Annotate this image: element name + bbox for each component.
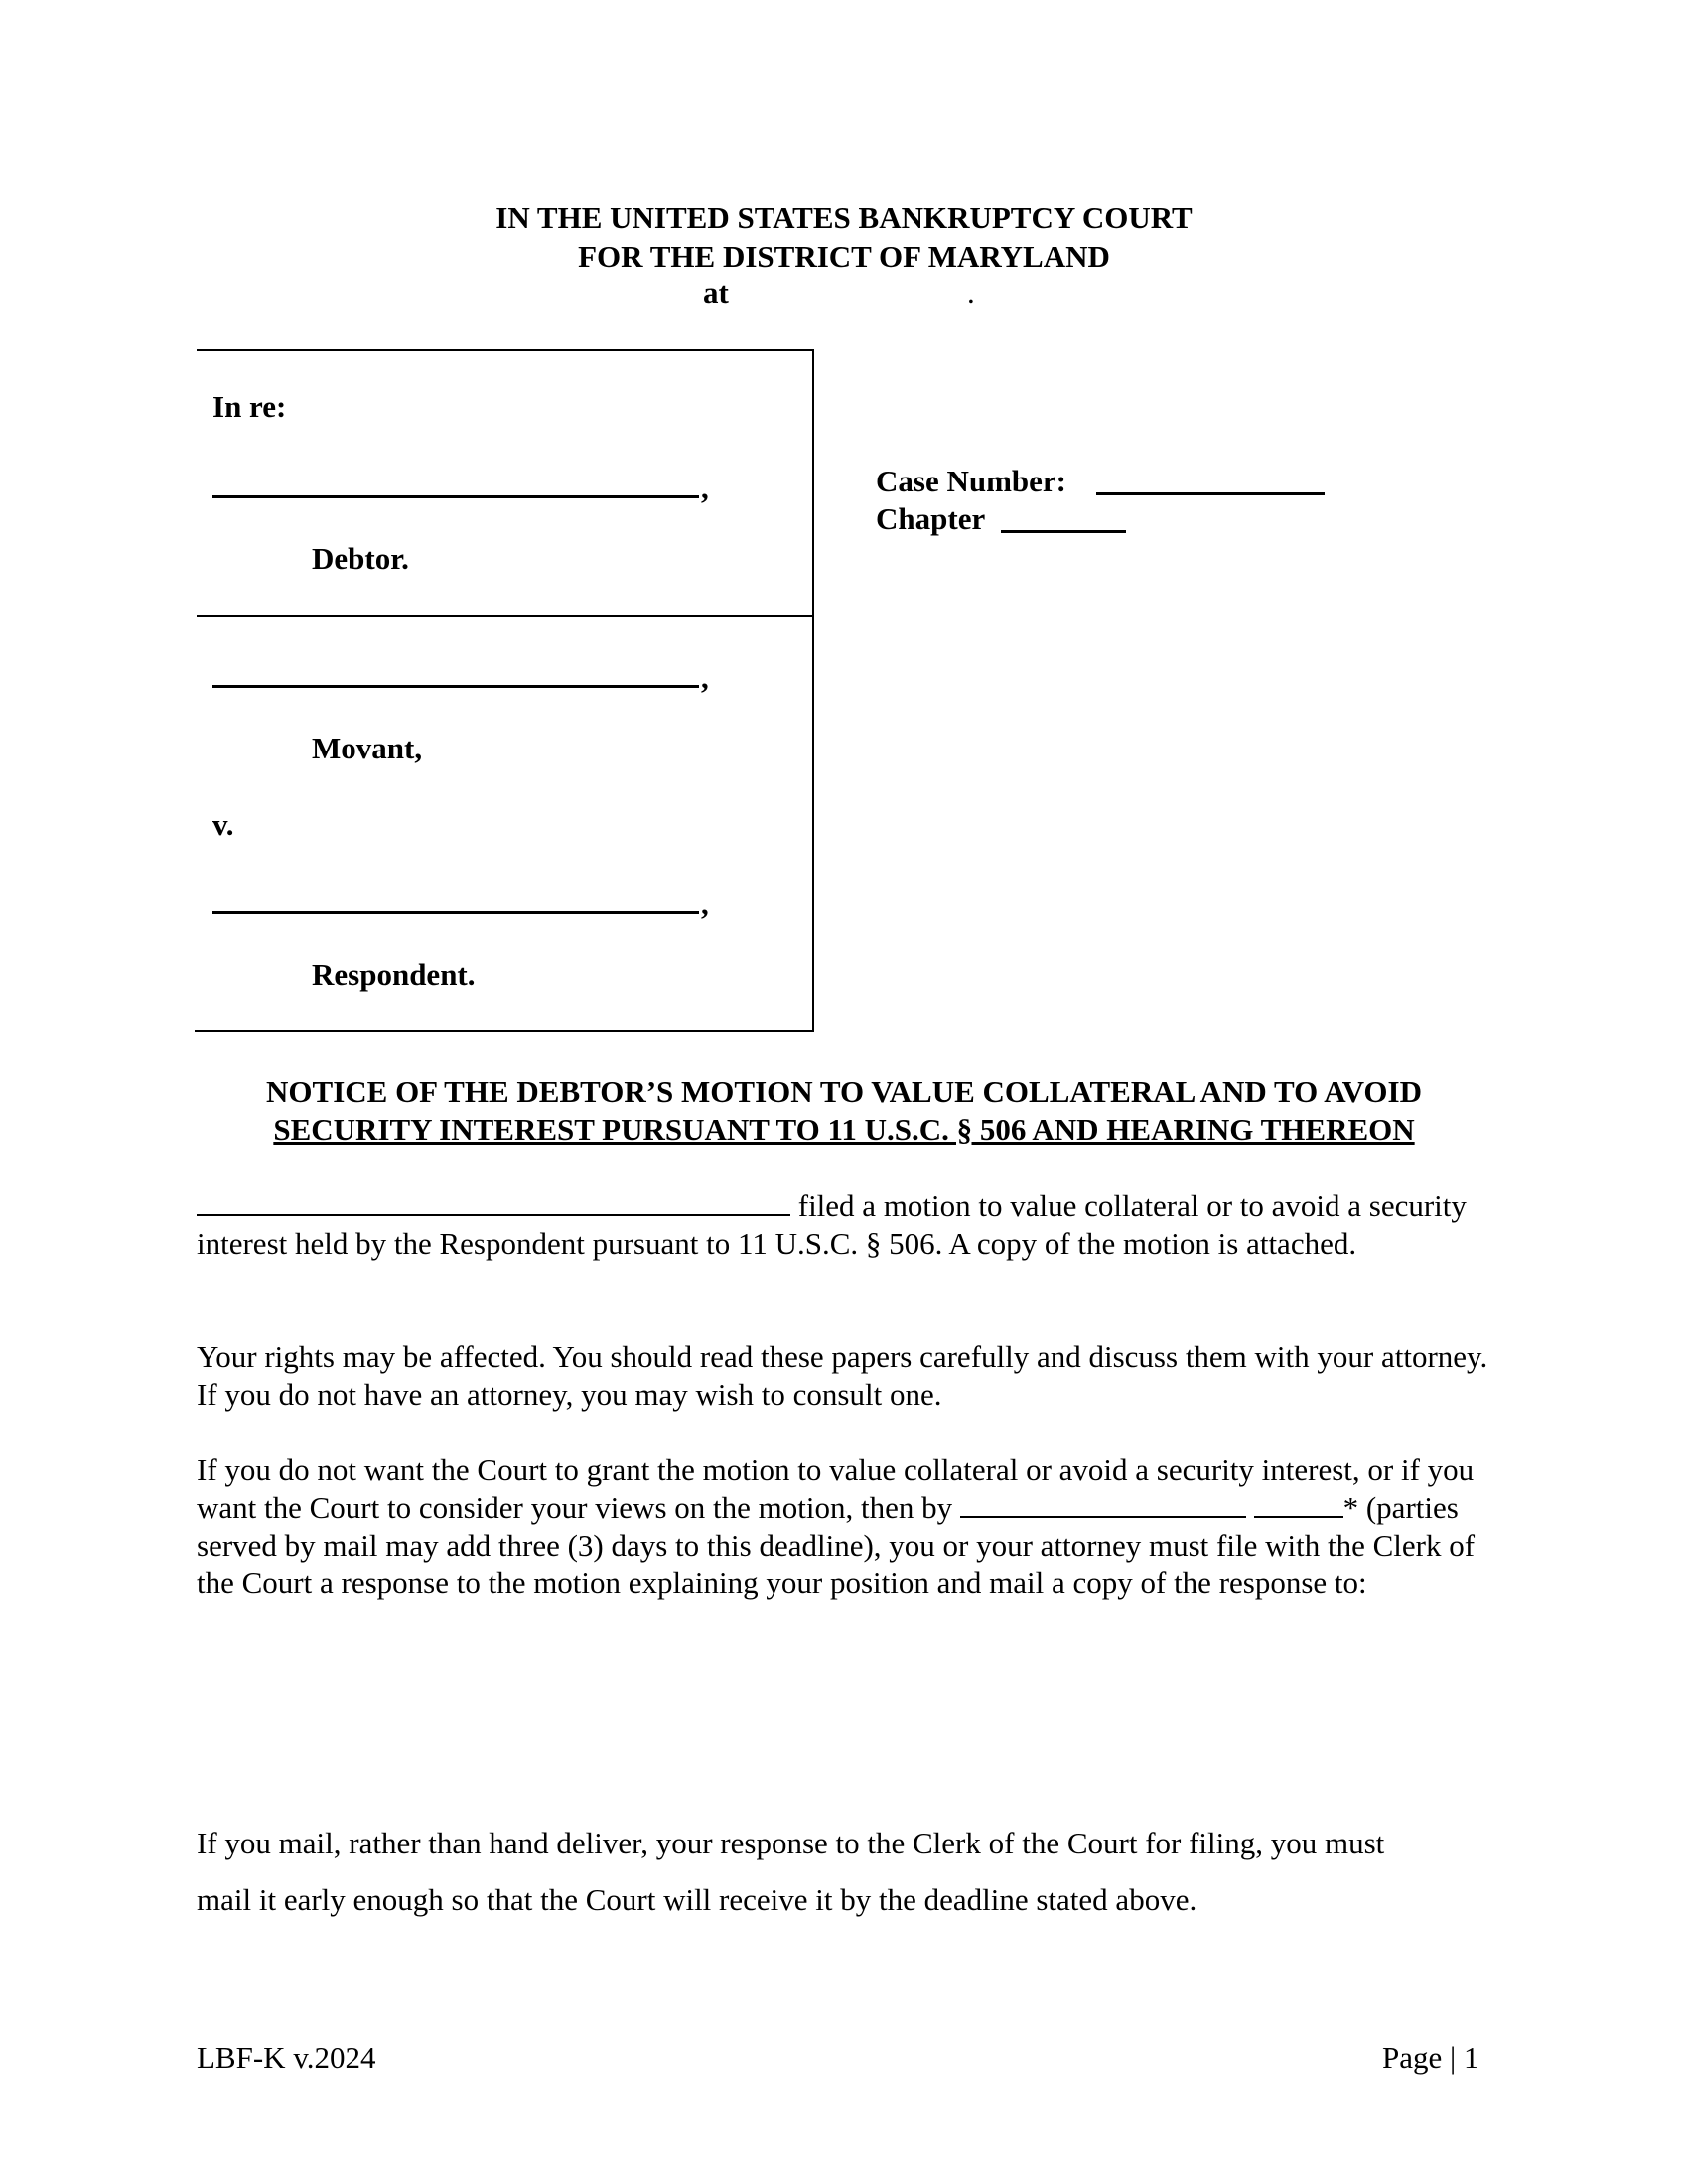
chapter-field[interactable] [1001,530,1126,533]
movant-label: Movant, [312,731,423,765]
paragraph-motion-filed-text: filed a motion to value collateral or to avoid a [797,1188,1362,1223]
respondent-label: Respondent. [312,957,476,992]
paragraph-response-part2: * (parties served by mail may add three (3) days to this deadline), you or your attorney must file with the Clerk of the Court a response to the motion explaining your position and mail a copy of the response to: [197,1490,1476,1600]
debtor-name-field[interactable] [212,495,699,498]
court-location-dot: . [967,275,975,310]
respondent-name-field[interactable] [212,911,699,914]
caption-divider [197,615,814,617]
in-re-label: In re: [212,389,287,424]
paragraph-mail-notice-line2: mail it early enough so that the Court will receive it by the deadline stated above. [197,1882,1197,1917]
chapter-label: Chapter [876,501,986,536]
caption-bottom-border [195,1030,814,1032]
movant-comma: , [701,660,709,695]
versus-label: v. [212,807,234,842]
paragraph-response-part1: If you do not want the Court to grant the motion to value collateral or avoid a security interest, or if you want the Court to consider your views on the motion, then by [197,1452,1475,1525]
notice-title-line1: NOTICE OF THE DEBTOR’S MOTION TO VALUE COLLATERAL AND TO AVOID [266,1074,1422,1109]
form-version: LBF-K v.2024 [197,2040,376,2075]
case-number-label: Case Number: [876,464,1066,498]
paragraph-motion-filed-rest: security interest held by the Respondent pursuant to 11 U.S.C. § 506. A copy of the motion is attached. [197,1188,1467,1261]
debtor-label: Debtor. [312,541,409,576]
court-header-line1: IN THE UNITED STATES BANKRUPTCY COURT [495,201,1193,235]
paragraph-response-instructions [197,1451,1493,1602]
filer-name-field[interactable] [197,1188,790,1216]
movant-name-field[interactable] [212,685,699,688]
deadline-continuation-field[interactable] [1254,1490,1343,1518]
notice-title [195,1073,1493,1149]
respondent-comma: , [701,887,709,921]
court-header-line2: FOR THE DISTRICT OF MARYLAND [578,239,1110,274]
case-number-field[interactable] [1096,492,1325,495]
court-header [0,199,1688,276]
caption-right-border [812,349,814,1032]
caption-top-border [197,349,814,351]
paragraph-rights-affected: Your rights may be affected. You should read these papers carefully and discuss them with your attorney. If you do not have an attorney, you may wish to consult one. [197,1339,1488,1412]
case-caption-box [195,349,814,1032]
paragraph-motion-filed [197,1187,1493,1263]
paragraph-mail-notice-line1: If you mail, rather than hand deliver, your response to the Clerk of the Court for filing, you must [197,1826,1385,1860]
notice-title-line2: SECURITY INTEREST PURSUANT TO 11 U.S.C. § 506 AND HEARING THEREON [273,1112,1415,1147]
court-location-label: at [703,275,729,310]
page-number: Page | 1 [1382,2040,1479,2075]
debtor-comma: , [701,471,709,505]
deadline-date-field[interactable] [960,1490,1246,1518]
